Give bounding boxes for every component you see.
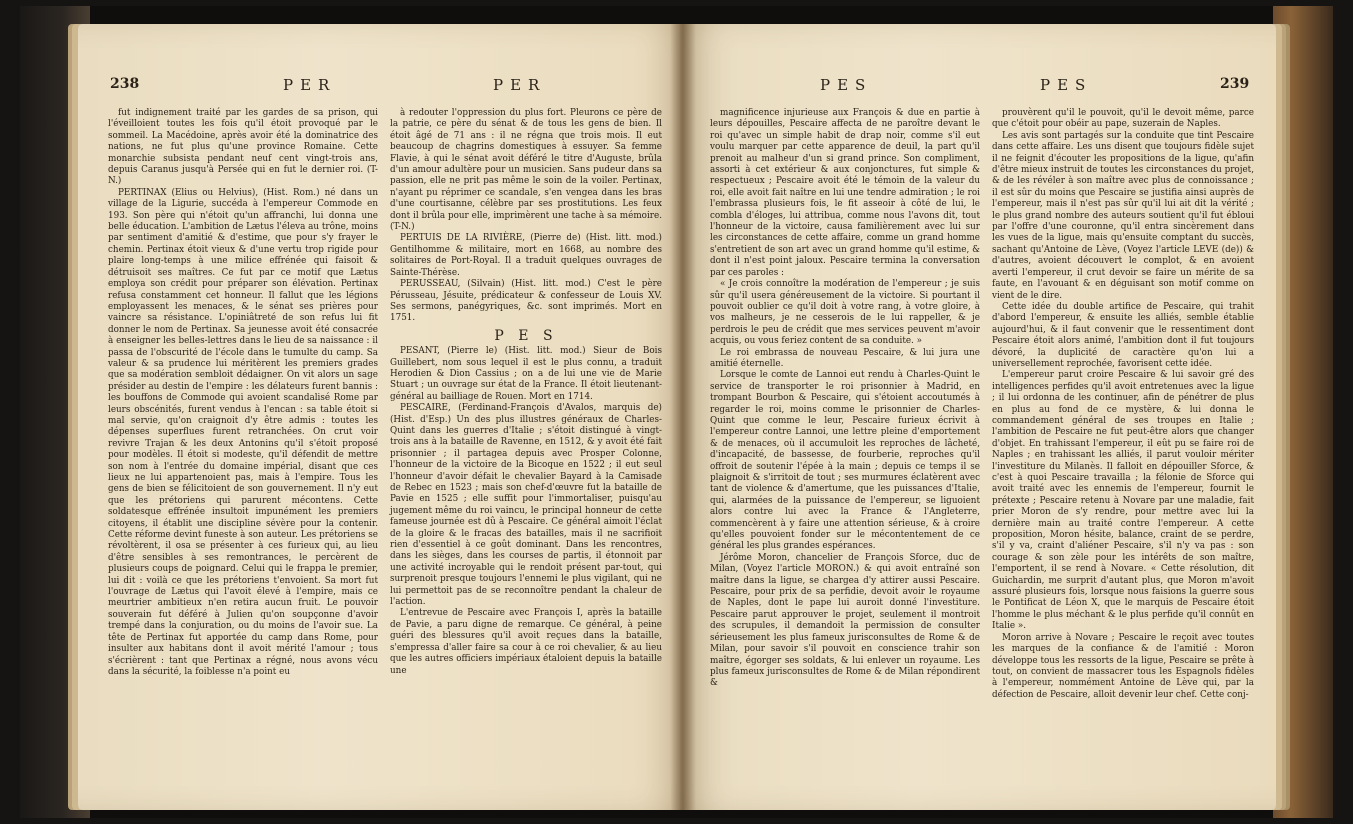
section-heading: P E S — [494, 327, 558, 344]
paragraph: Jérôme Moron, chancelier de François Sforce, duc de Milan, (Voyez l'article MORON.) & qui avoit entraîné son maître dans la ligue, se chargea d'y attirer aussi Pescaire. Pescaire, pour prix de sa perfidie, devoit avoir le royaume de Naples, dont le pape lui auroit donné l'investiture. Pescaire parut approuver le projet, seulement il montroit des scrupules, il demandoit la permission de consulter sérieusement les plus fameux jurisconsultes de Rome & de Milan, pour savoir s'il pouvoit en conscience trahir son maître, égorger ses soldats, & lui enlever un royaume. Les plus fameux jurisconsultes de Rome & de Milan répondirent & — [710, 552, 980, 689]
left-column-2 — [390, 108, 662, 677]
paragraph: L'entrevue de Pescaire avec François I, après la bataille de Pavie, a paru digne de remarque. Ce général, à peine guéri des blessures qu'il avoit reçues dans la bataille, s'empressa d'aller faire sa cour à ce roi chevalier, & au lieu que les autres officiers impériaux étaloient depuis la bataille une — [390, 608, 662, 676]
left-page — [78, 24, 688, 810]
running-head-left-1: PER — [283, 76, 337, 94]
right-column-2 — [992, 108, 1254, 701]
book-spread — [20, 6, 1333, 818]
paragraph: prouvèrent qu'il le pouvoit, qu'il le devoit même, parce que c'étoit pour obéir au pape, suzerain de Naples. — [992, 108, 1254, 130]
book-gutter — [670, 24, 696, 810]
left-column-1 — [108, 108, 378, 678]
page-number-left: 238 — [110, 76, 140, 92]
running-head-right-1: PES — [820, 76, 873, 94]
paragraph: PERUSSEAU, (Silvain) (Hist. litt. mod.) C'est le père Pérusseau, Jésuite, prédicateur & confesseur de Louis XV. Ses sermons, panégyriques, &c. sont imprimés. Mort en 1751. — [390, 279, 662, 324]
paragraph: magnificence injurieuse aux François & due en partie à leurs dépouilles, Pescaire affecta de ne paroître devant le roi qu'avec un simple habit de drap noir, comme s'il eut voulu marquer par cette apparence de deuil, la part qu'il prenoit au malheur d'un si grand prince. Son compliment, assorti à cet extérieur & aux conjonctures, fut simple & respectueux ; Pescaire avoit été le témoin de la valeur du roi, elle avoit fait naître en lui une tendre admiration ; le roi l'embrassa plusieurs fois, le fit asseoir à côté de lui, le combla d'éloges, lui attribua, comme nous l'avons dit, tout l'honneur de la victoire, causa familièrement avec lui sur les circonstances de cette affaire, comme un grand homme s'entretient de son art avec un grand homme qu'il estime, & dont il n'est point jaloux. Pescaire termina la conversation par ces paroles : — [710, 108, 980, 278]
book-edge-right — [1273, 6, 1333, 818]
running-head-right-2: PES — [1040, 76, 1093, 94]
paragraph: Cette idée du double artifice de Pescaire, qui trahit d'abord l'empereur, & ensuite les alliés, semble établie aujourd'hui, & il faut convenir que le ressentiment dont Pescaire étoit alors animé, l'ambition dont il fut toujours dévoré, la duplicité de caractère qu'on lui a universellement reprochée, favorisent cette idée. — [992, 301, 1254, 369]
paragraph: fut indignement traité par les gardes de sa prison, qui l'éveilloient toutes les fois qu'il étoit provoqué par le sommeil. La Macédoine, après avoir été la dominatrice des nations, ne fut plus qu'une province Romaine. Cette monarchie subsista pendant neuf cent vingt-trois ans, depuis Caranus jusqu'à Persée qui en fut le dernier roi. (T-N.) — [108, 108, 378, 187]
right-page — [680, 24, 1276, 810]
paragraph: PESANT, (Pierre le) (Hist. litt. mod.) Sieur de Bois Guillebert, nom sous lequel il est le plus connu, a traduit Herodien & Dion Cassius ; on a de lui une vie de Marie Stuart ; un ouvrage sur état de la France. Il étoit lieutenant-général au bailliage de Rouen. Mort en 1714. — [390, 346, 662, 402]
paragraph: PERTUIS DE LA RIVIÈRE, (Pierre de) (Hist. litt. mod.) Gentilhomme & militaire, mort en 1668, au nombre des solitaires de Port-Royal. Il a traduit quelques ouvrages de Sainte-Thérèse. — [390, 233, 662, 278]
paragraph: Lorsque le comte de Lannoi eut rendu à Charles-Quint le service de transporter le roi prisonnier à Madrid, en trompant Bourbon & Pescaire, qui s'étoient accoutumés à regarder le roi, moins comme le prisonnier de Charles-Quint que comme le leur, Pescaire furieux écrivit à l'empereur contre Lannoi, une lettre pleine d'emportement & de menaces, où il accumuloit les reproches de lâcheté, d'incapacité, de bassesse, de fourberie, reproches qu'il offroit de soutenir l'épée à la main ; depuis ce temps il se plaignoit & s'irritoit de tout ; ses murmures éclatèrent avec tant de violence & d'amertume, que les puissances d'Italie, qui, alarmées de la puissance de l'empereur, se liguoient alors contre lui avec la France & l'Angleterre, commencèrent à y faire une attention sérieuse, & à croire qu'elles pouvoient fonder sur le mécontentement de ce général les plus grandes espérances. — [710, 370, 980, 552]
page-number-right: 239 — [1220, 76, 1250, 92]
paragraph: PERTINAX (Elius ou Helvius), (Hist. Rom.) né dans un village de la Ligurie, succéda à l'empereur Commode en 193. Son père qui n'étoit qu'un affranchi, lui donna une belle éducation. L'ambition de Lætus l'éleva au trône, moins par sentiment d'amitié & d'estime, que pour s'y frayer le chemin. Pertinax étoit vieux & d'une vertu trop rigide pour plaire long-temps à une milice effrénée qui faisoit & détruisoit ses maîtres. Ce fut par ce motif que Lætus employa son crédit pour préparer son élévation. Pertinax refusa constamment cet honneur. Il fallut que les légions employassent les menaces, & le sénat ses prières pour vaincre sa résistance. L'opiniâtreté de son refus lui fit donner le nom de Pertinax. Sa jeunesse avoit été consacrée à enseigner les belles-lettres dans le lieu de sa naissance : il passa de l'obscurité de l'école dans le tumulte du camp. Sa valeur & sa prudence lui méritèrent les premiers grades que sa modération sembloit dédaigner. On vit alors un sage présider au destin de l'empire : les délateurs furent bannis : les bouffons de Commode qui avoient scandalisé Rome par leurs obscénités, furent vendus à l'encan : sa table étoit si mal servie, qu'on craignoit d'y être admis : toutes les dépenses superflues furent retranchées. On crut voir revivre Trajan & les deux Antonins qu'il s'étoit proposé pour modèles. Il étoit si modeste, qu'il défendit de mettre son nom à l'entrée du domaine impérial, disant que ces lieux ne lui appartenoient pas, mais à l'empire. Tous les gens de bien se félicitoient de son gouvernement. Il n'y eut que les prétoriens qui parurent mécontens. Cette soldatesque effrénée insultoit impunément les premiers citoyens, il établit une discipline sévère pour la contenir. Cette réforme devint funeste à son auteur. Les prétoriens se révoltèrent, il osa se présenter à ces furieux qui, au lieu d'être sensibles à ses remontrances, le percèrent de plusieurs coups de poignard. Celui qui le frappa le premier, lui dit : voilà ce que les prétoriens t'envoient. Sa mort fut l'ouvrage de Lætus qui l'avoit élevé à l'empire, mais ce meurtrier ambitieux n'en retira aucun fruit. Le pouvoir souverain fut déféré à Julien qu'on soupçonne d'avoir trempé dans la conjuration, ou du moins de l'avoir sue. La tête de Pertinax fut apportée du camp dans Rome, pour insulter aux habitans dont il avoit mérité l'amour ; tous s'écrièrent : tant que Pertinax a régné, nous avons vécu dans la sécurité, la foiblesse n'a point eu — [108, 187, 379, 677]
paragraph: Moron arrive à Novare ; Pescaire le reçoit avec toutes les marques de la confiance & de l'amitié : Moron développe tous les ressorts de la ligue, Pescaire se prête à tout, on convient de massacrer tous les Espagnols fidèles à l'empereur, nommément Antoine de Lève qui, par la défection de Pescaire, alloit devenir leur chef. Cette conj- — [992, 632, 1254, 700]
paragraph: PESCAIRE, (Ferdinand-François d'Avalos, marquis de) (Hist. d'Esp.) Un des plus illustres généraux de Charles-Quint dans les guerres d'Italie ; s'étoit distingué à vingt-trois ans à la bataille de Ravenne, en 1512, & y avoit été fait prisonnier ; il partagea depuis avec Prosper Colonne, l'honneur de la victoire de la Bicoque en 1522 ; il eut seul l'honneur d'avoir défait le chevalier Bayard à la Camisade de Rebec en 1523 ; mais son chef-d'œuvre fut la bataille de Pavie en 1525 ; elle suffit pour l'immortaliser, puisqu'au jugement même du roi vaincu, le principal honneur de cette fameuse journée est dû à Pescaire. Ce général aimoit l'éclat de la gloire & le fracas des batailles, mais il ne sacrifioit rien d'essentiel à ce goût dominant. Dans les rencontres, dans les sièges, dans les courses de partis, il étonnoit par une activité incroyable qui le rendoit présent par-tout, qui surprenoit presque toujours l'ennemi le plus vigilant, qui ne lui permettoit pas de se reconnoître pendant la chaleur de l'action. — [390, 403, 662, 608]
paragraph: « Je crois connoître la modération de l'empereur ; je suis sûr qu'il usera généreusement de la victoire. Si pourtant il pouvoit oublier ce qu'il doit à votre rang, à votre gloire, à vos malheurs, je ne cesserois de le lui rappeller, & je perdrois le peu de crédit que mes services peuvent m'avoir acquis, ou vous feriez content de sa conduite. » — [710, 279, 980, 347]
paragraph: L'empereur parut croire Pescaire & lui savoir gré des intelligences perfides qu'il avoit entretenues avec la ligue ; il lui ordonna de les continuer, afin de pénétrer de plus en plus au fond de ce mystère, & lui donna le commandement général de ses troupes en Italie ; l'ambition de Pescaire ne fut peut-être alors que changer d'objet. En trahissant l'empereur, il eût pu se faire roi de Naples ; en trahissant les alliés, il parut vouloir mériter l'investiture du Milanès. Il falloit en dépouiller Sforce, & c'est à quoi Pescaire travailla ; la félonie de Sforce qui avoit traité avec les ennemis de l'empereur, fournit le prétexte ; Pescaire retenu à Novare par une maladie, fait prier Moron de s'y rendre, pour mettre avec lui la dernière main au traité contre l'empereur. A cette proposition, Moron hésite, balance, craint de se perdre, s'il y va, craint d'aliéner Pescaire, s'il n'y va pas : son courage & son zèle pour les intérêts de son maître, l'emportent, il se rend à Novare. « Cette résolution, dit Guichardin, me surprit d'autant plus, que Moron m'avoit assuré plusieurs fois, lorsque nous faisions la guerre sous le Pontificat de Léon X, que le marquis de Pescaire étoit l'homme le plus méchant & le plus perfide qu'il connût en Italie ». — [992, 370, 1254, 632]
running-head-left-2: PER — [493, 76, 547, 94]
paragraph: Les avis sont partagés sur la conduite que tint Pescaire dans cette affaire. Les uns disent que toujours fidèle sujet il ne feignit d'écouter les propositions de la ligue, qu'afin d'être mieux instruit de toutes les circonstances du projet, & de les révéler à son maître avec plus de connoissance ; il est sûr du moins que Pescaire se justifia ainsi auprès de l'empereur, mais il n'est pas sûr qu'il lui ait dit la vérité ; le plus grand nombre des auteurs soutient qu'il fut ébloui par l'offre d'une couronne, qu'il entra sincèrement dans les vues de la ligue, mais qu'ensuite comptant du succès, sachant qu'Antoine de Lève, (Voyez l'article LEVE (de)) & d'autres, avoient découvert le complot, & en avoient averti l'empereur, il crut devoir se faire un mérite de sa faute, en l'avouant & en déguisant son motif comme on vient de le dire. — [992, 130, 1254, 301]
right-column-1 — [710, 108, 980, 690]
paragraph: à redouter l'oppression du plus fort. Pleurons ce père de la patrie, ce père du sénat & de tous les gens de bien. Il étoit âgé de 71 ans : il ne régna que trois mois. Il eut beaucoup de chagrins domestiques à essuyer. Sa femme Flavie, à qui le sénat avoit déféré le titre d'Auguste, brûla d'un amour adultère pour un musicien. Sans pudeur dans sa passion, elle ne prit pas même le soin de la voiler. Pertinax, n'ayant pu réprimer ce scandale, s'en vengea dans les bras d'une courtisanne, célèbre par ses prostitutions. Les feux dont il brûla pour elle, imprimèrent une tache à sa mémoire. (T-N.) — [390, 108, 662, 233]
paragraph: Le roi embrassa de nouveau Pescaire, & lui jura une amitié éternelle. — [710, 347, 980, 369]
